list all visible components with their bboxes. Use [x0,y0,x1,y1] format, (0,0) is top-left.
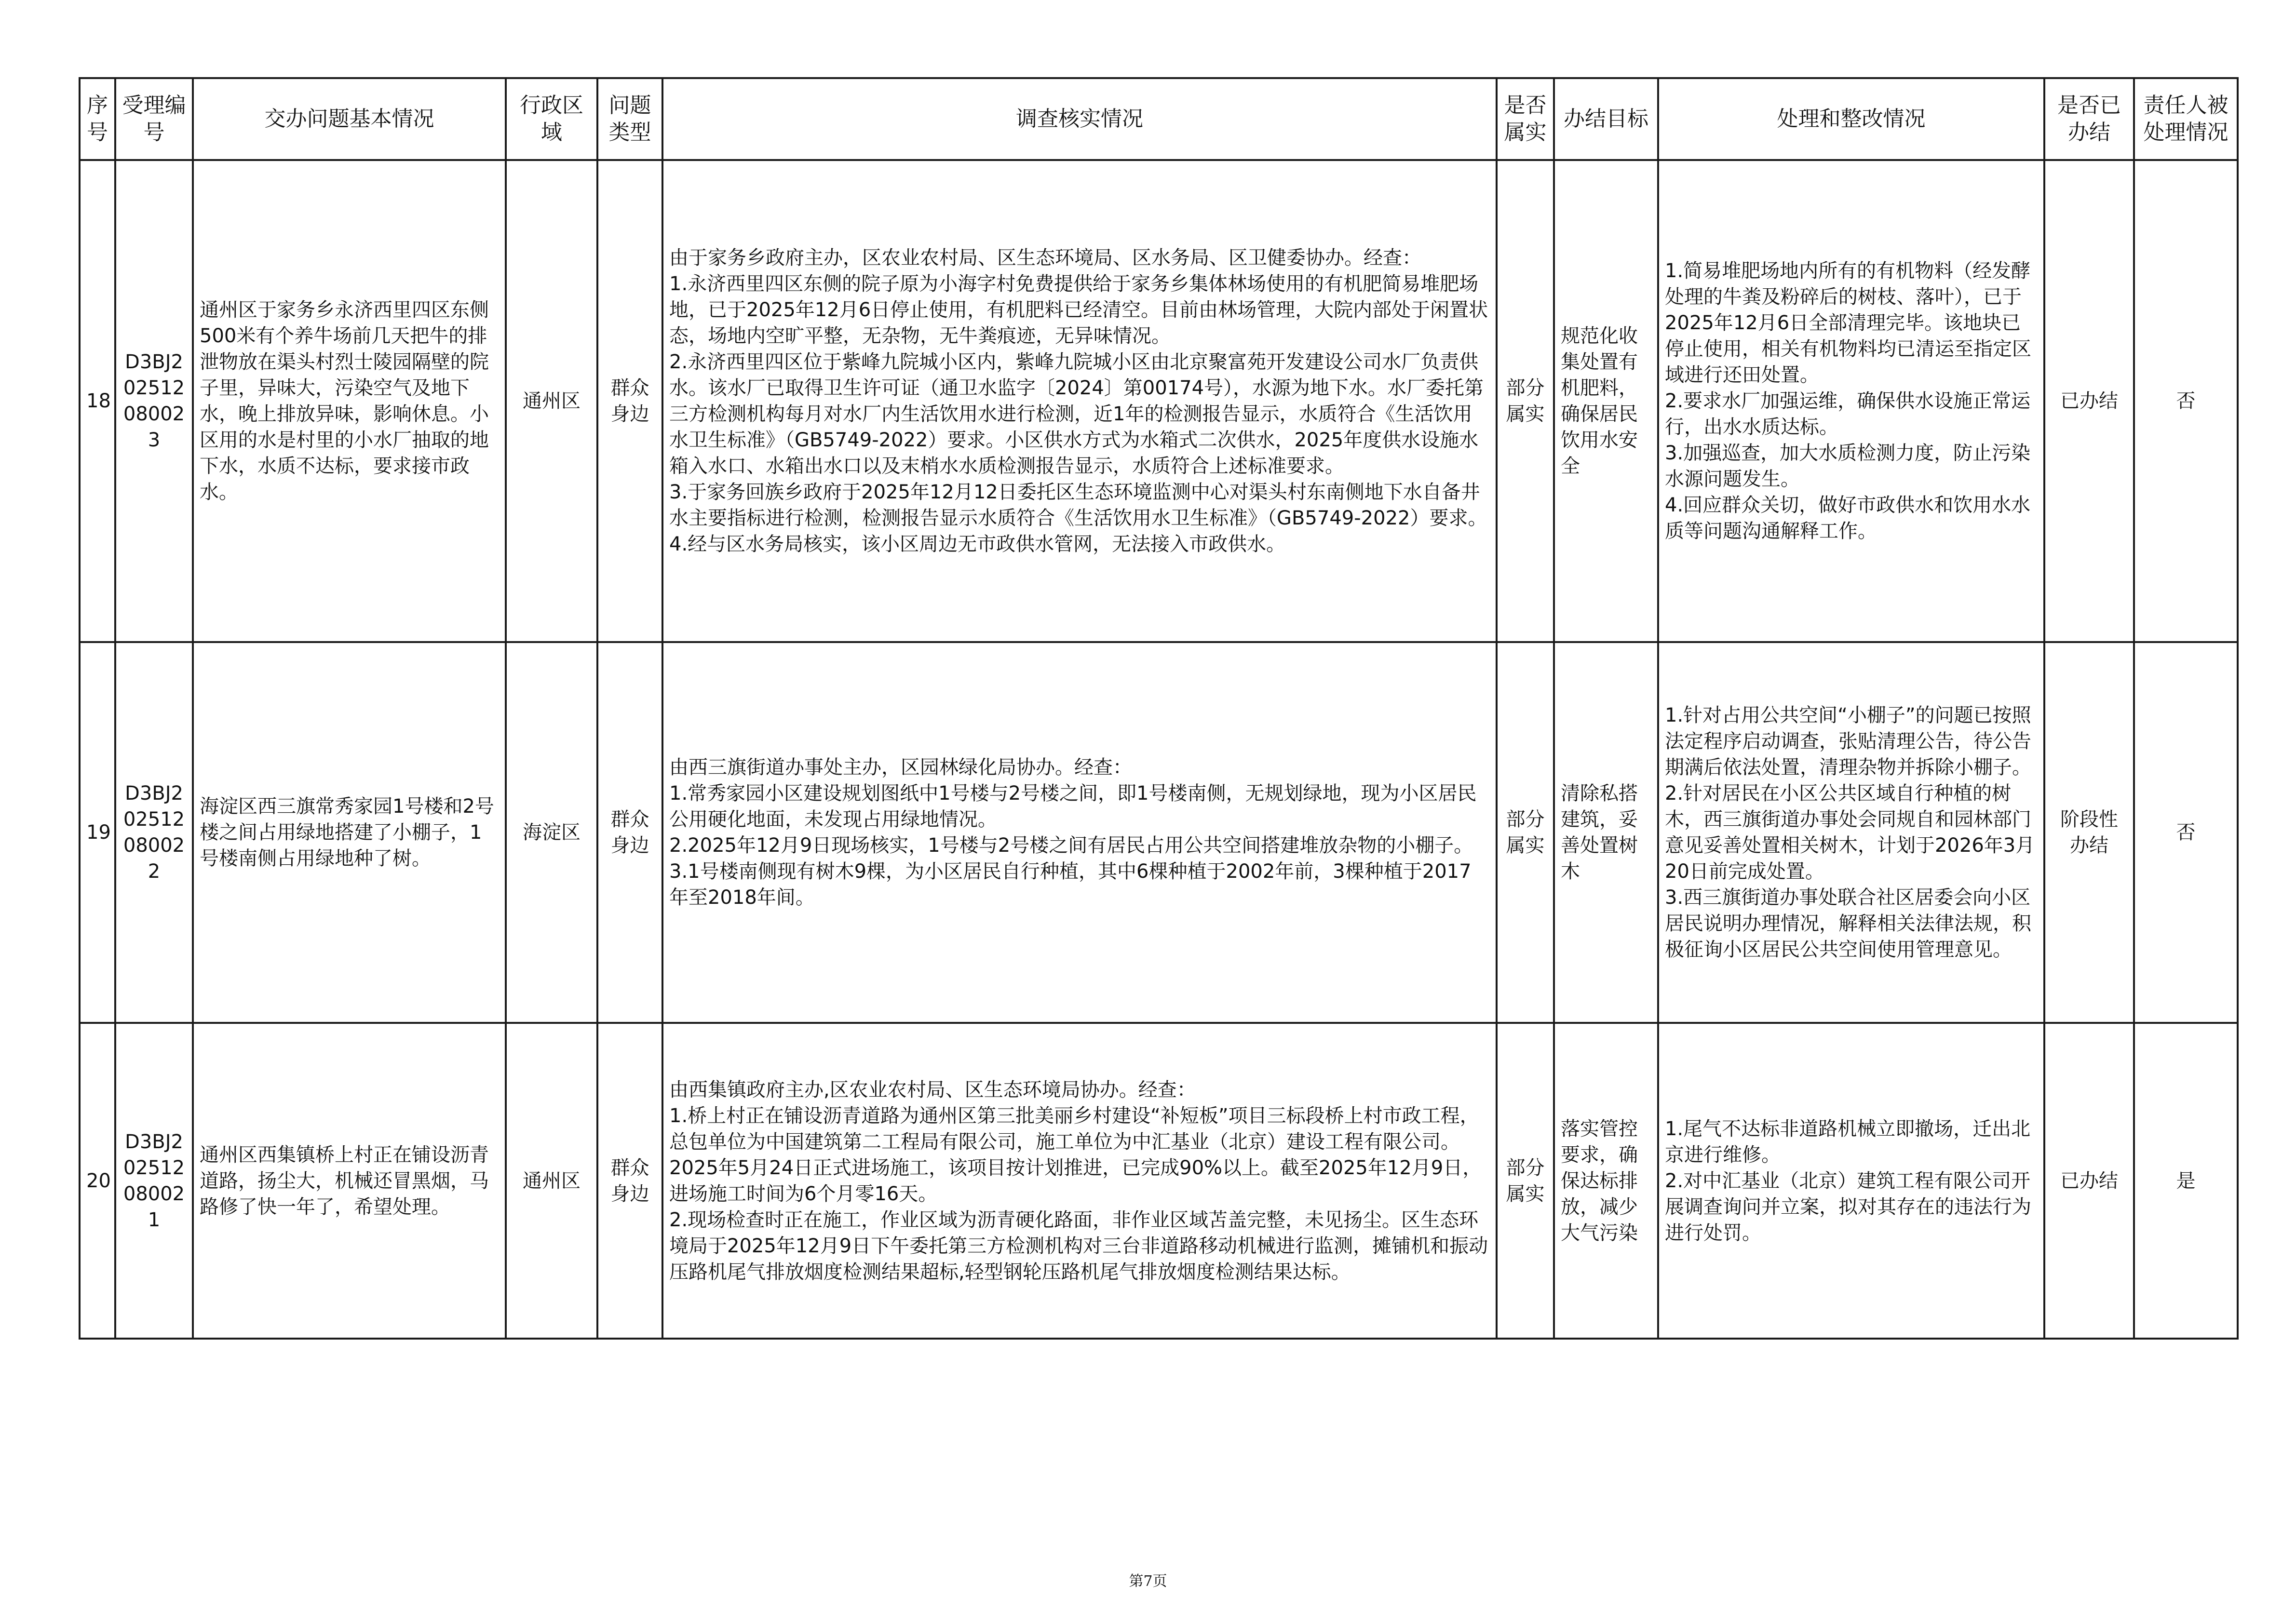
cell-accountability: 否 [2134,642,2238,1023]
handling-line: 3.加强巡查，加大水质检测力度，防止污染水源问题发生。 [1665,442,2031,490]
cell-handling [1658,642,2044,1023]
cell-done: 阶段性办结 [2044,642,2134,1023]
handling-line: 2.对中汇基业（北京）建筑工程有限公司开展调查询问并立案，拟对其存在的违法行为进行处罚。 [1665,1169,2031,1244]
cell-goal: 落实管控要求，确保达标排放，减少大气污染 [1554,1023,1658,1339]
table-row [80,1023,2238,1339]
investigation-line: 1.常秀家园小区建设规划图纸中1号楼与2号楼之间，即1号楼南侧，无规划绿地，现为小区居民公用硬化地面，未发现占用绿地情况。 [669,782,1477,831]
cell-seq: 18 [80,160,115,642]
cell-verified: 部分属实 [1497,160,1554,642]
investigation-line: 1.桥上村正在铺设沥青道路为通州区第三批美丽乡村建设“补短板”项目三标段桥上村市政工程，总包单位为中国建筑第二工程局有限公司，施工单位为中汇基业（北京）建设工程有限公司。2025年5月24日正式进场施工，该项目按计划推进，已完成90%以上。截至2025年12月9日，进场施工时间为6个月零16天。 [669,1104,1482,1205]
handling-line: 1.简易堆肥场地内所有的有机物料（经发酵处理的牛粪及粉碎后的树枝、落叶），已于2025年12月6日全部清理完毕。该地块已停止使用，相关有机物料均已清运至指定区域进行还田处置。 [1665,260,2031,386]
table-row [80,160,2238,642]
cell-type: 群众身边 [597,642,662,1023]
cell-accountability: 否 [2134,160,2238,642]
investigation-line: 4.经与区水务局核实，该小区周边无市政供水管网，无法接入市政供水。 [669,533,1286,555]
handling-line: 3.西三旗街道办事处联合社区居委会向小区居民说明办理情况，解释相关法律法规，积极征询小区居民公共空间使用管理意见。 [1665,886,2031,961]
handling-line: 2.针对居民在小区公共区域自行种植的树木，西三旗街道办事处会同规自和园林部门意见妥善处置相关树木，计划于2026年3月20日前完成处置。 [1665,782,2035,883]
cell-handling [1658,1023,2044,1339]
investigation-line: 由西集镇政府主办,区农业农村局、区生态环境局协办。经查： [669,1078,1196,1101]
header-investigation: 调查核实情况 [662,78,1497,160]
handling-line: 1.针对占用公共空间“小棚子”的问题已按照法定程序启动调查，张贴清理公告，待公告期满后依法处置，清理杂物并拆除小棚子。 [1665,704,2031,778]
cell-district: 海淀区 [506,642,597,1023]
cell-done: 已办结 [2044,1023,2134,1339]
cell-id: D3BJ202512080021 [115,1023,193,1339]
page-number: 第7页 [1129,1573,1167,1590]
investigation-line: 2.永济西里四区位于紫峰九院城小区内，紫峰九院城小区由北京聚富苑开发建设公司水厂负责供水。该水厂已取得卫生许可证（通卫水监字〔2024〕第00174号），水源为地下水。水厂委托第三方检测机构每月对水厂内生活饮用水进行检测，近1年的检测报告显示，水质符合《生活饮用水卫生标准》（GB5749-2022）要求。小区供水方式为水箱式二次供水，2025年度供水设施水箱入水口、水箱出水口以及末梢水水质检测报告显示，水质符合上述标准要求。 [669,351,1484,477]
investigation-line: 3.1号楼南侧现有树木9棵，为小区居民自行种植，其中6棵种植于2002年前，3棵种植于2017年至2018年间。 [669,860,1472,909]
investigation-line: 1.永济西里四区东侧的院子原为小海字村免费提供给于家务乡集体林场使用的有机肥简易堆肥场地，已于2025年12月6日停止使用，有机肥料已经清空。目前由林场管理，大院内部处于闲置状态，场地内空旷平整，无杂物，无牛粪痕迹，无异味情况。 [669,273,1488,347]
cell-district: 通州区 [506,160,597,642]
cell-done: 已办结 [2044,160,2134,642]
cell-id: D3BJ202512080023 [115,160,193,642]
header-id: 受理编号 [115,78,193,160]
investigation-line: 由于家务乡政府主办，区农业农村局、区生态环境局、区水务局、区卫健委协办。经查： [669,247,1421,269]
handling-line: 1.尾气不达标非道路机械立即撤场，迁出北京进行维修。 [1665,1117,2031,1166]
header-district: 行政区域 [506,78,597,160]
header-type: 问题类型 [597,78,662,160]
case-table [79,77,2239,1340]
table-row [80,642,2238,1023]
header-accountability: 责任人被处理情况 [2134,78,2238,160]
cell-handling [1658,160,2044,642]
header-goal: 办结目标 [1554,78,1658,160]
header-verified: 是否属实 [1497,78,1554,160]
investigation-line: 由西三旗街道办事处主办，区园林绿化局协办。经查： [669,756,1132,778]
cell-goal: 规范化收集处置有机肥料，确保居民饮用水安全 [1554,160,1658,642]
handling-line: 2.要求水厂加强运维，确保供水设施正常运行，出水水质达标。 [1665,390,2031,438]
cell-goal: 清除私搭建筑，妥善处置树木 [1554,642,1658,1023]
cell-problem: 通州区西集镇桥上村正在铺设沥青道路，扬尘大，机械还冒黑烟，马路修了快一年了，希望处理。 [193,1023,506,1339]
header-done: 是否已办结 [2044,78,2134,160]
cell-problem: 通州区于家务乡永济西里四区东侧500米有个养牛场前几天把牛的排泄物放在渠头村烈士陵园隔壁的院子里，异味大，污染空气及地下水，晚上排放异味，影响休息。小区用的水是村里的小水厂抽取的地下水，水质不达标，要求接市政水。 [193,160,506,642]
cell-verified: 部分属实 [1497,642,1554,1023]
cell-type: 群众身边 [597,160,662,642]
header-seq: 序号 [80,78,115,160]
cell-district: 通州区 [506,1023,597,1339]
investigation-line: 2.现场检查时正在施工，作业区域为沥青硬化路面，非作业区域苫盖完整，未见扬尘。区生态环境局于2025年12月9日下午委托第三方检测机构对三台非道路移动机械进行监测，摊铺机和振动压路机尾气排放烟度检测结果超标,轻型钢轮压路机尾气排放烟度检测结果达标。 [669,1208,1488,1283]
cell-investigation [662,160,1497,642]
cell-seq: 19 [80,642,115,1023]
cell-seq: 20 [80,1023,115,1339]
cell-investigation [662,642,1497,1023]
header-problem: 交办问题基本情况 [193,78,506,160]
header-row [80,78,2238,160]
investigation-line: 2.2025年12月9日现场核实，1号楼与2号楼之间有居民占用公共空间搭建堆放杂物的小棚子。 [669,834,1473,857]
cell-verified: 部分属实 [1497,1023,1554,1339]
cell-investigation [662,1023,1497,1339]
cell-type: 群众身边 [597,1023,662,1339]
cell-problem: 海淀区西三旗常秀家园1号楼和2号楼之间占用绿地搭建了小棚子，1号楼南侧占用绿地种了树。 [193,642,506,1023]
cell-id: D3BJ202512080022 [115,642,193,1023]
investigation-line: 3.于家务回族乡政府于2025年12月12日委托区生态环境监测中心对渠头村东南侧地下水自备井水主要指标进行检测，检测报告显示水质符合《生活饮用水卫生标准》（GB5749-2022）要求。 [669,481,1487,529]
cell-accountability: 是 [2134,1023,2238,1339]
handling-line: 4.回应群众关切，做好市政供水和饮用水水质等问题沟通解释工作。 [1665,494,2031,542]
header-handling: 处理和整改情况 [1658,78,2044,160]
